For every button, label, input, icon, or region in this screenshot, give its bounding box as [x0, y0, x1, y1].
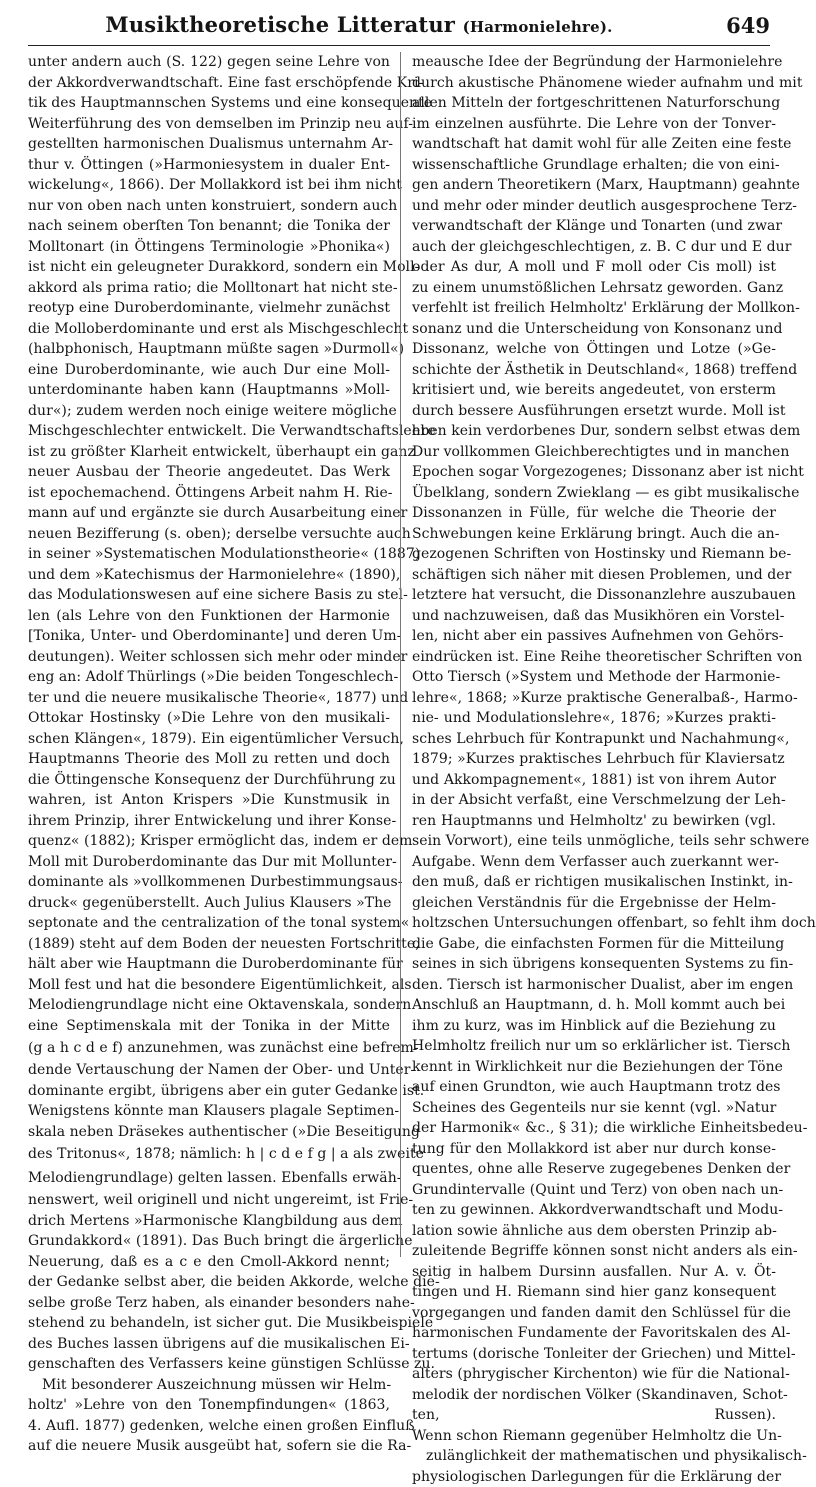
text-line: des Tritonus«, 1878; nämlich: h | c d e f g | a als zweite	[28, 1142, 390, 1166]
header-title: Musiktheoretische Litteratur	[105, 12, 455, 37]
text-line: Wenn schon Riemann gegenüber Helmholtz die Un-	[412, 1426, 776, 1447]
text-line: den muß, daß er richtigen musikalischen Instinkt, in-	[412, 872, 776, 893]
text-line: Otto Tiersch (»System und Methode der Harmonie-	[412, 667, 776, 688]
text-line: genschaften des Verfassers keine günstigen Schlüsse zu.	[28, 1354, 390, 1375]
text-line: gleichen Verständnis für die Ergebnisse der Helm-	[412, 893, 776, 914]
text-line: [Tonika, Unter- und Oberdominante] und deren Um-	[28, 626, 390, 647]
text-line: Ottokar Hostinsky (»Die Lehre von den musikali-	[28, 708, 390, 729]
text-line: Melodiengrundlage nicht eine Oktavenskala, sondern	[28, 995, 390, 1016]
text-line: wissenschaftliche Grundlage erhalten; die von eini-	[412, 155, 776, 176]
text-line: dende Vertauschung der Namen der Ober- und Unter-	[28, 1060, 390, 1081]
text-line: vorgegangen und fanden damit den Schlüssel für die	[412, 1303, 776, 1324]
text-line: (halbphonisch, Hauptmann müßte sagen »Durmoll«)	[28, 339, 390, 360]
text-line: seines in sich übrigens konsequenten Systems zu fin-	[412, 954, 776, 975]
text-line: Scheines des Gegenteils nur sie kennt (vgl. »Natur	[412, 1098, 776, 1119]
text-line: unterdominante haben kann (Hauptmanns »Moll-	[28, 380, 390, 401]
text-line: Weiterführung des von demselben im Prinzip neu auf-	[28, 114, 390, 135]
running-header	[28, 6, 770, 44]
text-line: len (als Lehre von den Funktionen der Harmonie	[28, 606, 390, 627]
text-line: unter andern auch (S. 122) gegen seine Lehre von	[28, 52, 390, 73]
text-line: ist zu größter Klarheit entwickelt, überhaupt ein ganz	[28, 442, 390, 463]
text-line: stehend zu behandeln, ist sicher gut. Die Musikbeispiele	[28, 1313, 390, 1334]
text-line: die Gabe, die einfachsten Formen für die Mitteilung	[412, 934, 776, 955]
text-line: Helmholtz freilich nur um so erklärlicher ist. Tiersch	[412, 1036, 776, 1057]
text-line: zuleitende Begriffe können sonst nicht anders als ein-	[412, 1241, 776, 1262]
text-line: schäftigen sich näher mit diesen Problemen, und der	[412, 565, 776, 586]
text-line: und nachzuweisen, daß das Musikhören ein Vorstel-	[412, 606, 776, 627]
text-line: wandtschaft hat damit wohl für alle Zeiten eine feste	[412, 134, 776, 155]
text-line: der Harmonik« &c., § 31); die wirkliche Einheitsbedeu-	[412, 1118, 776, 1139]
text-line: zu einem unumstößlichen Lehrsatz geworden. Ganz	[412, 278, 776, 299]
text-line: des Buches lassen übrigens auf die musikalischen Ei-	[28, 1334, 390, 1355]
text-line: gezogenen Schriften von Hostinsky und Riemann be-	[412, 544, 776, 565]
text-line: lation sowie ähnliche aus dem obersten Prinzip ab-	[412, 1221, 776, 1242]
text-line: hält aber wie Hauptmann die Duroberdominante für	[28, 954, 390, 975]
text-line: Übelklang, sondern Zwieklang — es gibt musikalische	[412, 483, 776, 504]
text-line: Neuerung, daß es a c e den Cmoll-Akkord nennt;	[28, 1252, 390, 1273]
text-line: eine Duroberdominante, wie auch Dur eine Moll-	[28, 360, 390, 381]
text-line: deutungen). Weiter schlossen sich mehr oder minder	[28, 647, 390, 668]
text-line: ten zu gewinnen. Akkordverwandtschaft und Modu-	[412, 1200, 776, 1221]
text-line: Anschluß an Hauptmann, d. h. Moll kommt auch bei	[412, 995, 776, 1016]
text-line: 1879; »Kurzes praktisches Lehrbuch für Klaviersatz	[412, 749, 776, 770]
text-line: eine Septimenskala mit der Tonika in der Mitte	[28, 1016, 390, 1037]
text-line: tik des Hauptmannschen Systems und eine konsequente	[28, 93, 390, 114]
text-line: len, nicht aber ein passives Aufnehmen von Gehörs-	[412, 626, 776, 647]
text-line: Moll fest und hat die besondere Eigentümlichkeit, als	[28, 975, 390, 996]
text-line: seitig in halbem Dursinn ausfallen. Nur A. v. Öt-	[412, 1262, 776, 1283]
text-line: thur v. Öttingen (»Harmoniesystem in dualer Ent-	[28, 155, 390, 176]
text-line: die Öttingensche Konsequenz der Durchführung zu	[28, 770, 390, 791]
text-line: ten, Russen).	[412, 1405, 776, 1426]
text-line: physiologischen Darlegungen für die Erklärung der	[412, 1467, 776, 1487]
text-line: Mit besonderer Auszeichnung müssen wir Helm-	[28, 1375, 390, 1396]
text-line: holtz' »Lehre von den Tonempfindungen« (1863,	[28, 1395, 390, 1416]
text-line: neuer Ausbau der Theorie angedeutet. Das Werk	[28, 462, 390, 483]
text-line: der Akkordverwandtschaft. Eine fast erschöpfende Kri-	[28, 73, 390, 94]
text-line: druck« gegenüberstellt. Auch Julius Klausers »The	[28, 893, 390, 914]
header-rule	[28, 45, 770, 46]
text-line: und mehr oder minder deutlich ausgesprochene Terz-	[412, 196, 776, 217]
text-line: Molltonart (in Öttingens Terminologie »Phonika«)	[28, 237, 390, 258]
text-line: lehre«, 1868; »Kurze praktische Generalbaß-, Harmo-	[412, 688, 776, 709]
text-line: tung für den Mollakkord ist aber nur durch konse-	[412, 1139, 776, 1160]
text-line: durch bessere Ausführungen ersetzt wurde. Moll ist	[412, 401, 776, 422]
text-line: melodik der nordischen Völker (Skandinaven, Schot-	[412, 1385, 776, 1406]
text-line: nach seinem oberſten Ton benannt; die Tonika der	[28, 216, 390, 237]
text-line: eben kein verdorbenes Dur, sondern selbst etwas dem	[412, 421, 776, 442]
text-line: gestellten harmonischen Dualismus unternahm Ar-	[28, 134, 390, 155]
page-number: 649	[726, 13, 770, 38]
text-line: Grundintervalle (Quint und Terz) von oben nach un-	[412, 1180, 776, 1201]
text-line: ihrem Prinzip, ihrer Entwickelung und ihrer Konse-	[28, 811, 390, 832]
text-line: sein Vorwort), eine teils unmögliche, teils sehr schwere	[412, 831, 776, 852]
text-line: oder As dur, A moll und F moll oder Cis moll) ist	[412, 257, 776, 278]
text-line: (1889) steht auf dem Boden der neuesten Fortschritte,	[28, 934, 390, 955]
text-line: wahren, ist Anton Krispers »Die Kunstmusik in	[28, 790, 390, 811]
text-line: 4. Aufl. 1877) gedenken, welche einen großen Einfluß	[28, 1416, 390, 1437]
text-line: Moll mit Duroberdominante das Dur mit Mollunter-	[28, 852, 390, 873]
text-line: ren Hauptmanns und Helmholtz' zu bewirken (vgl.	[412, 811, 776, 832]
left-text-column	[28, 52, 390, 1267]
text-line: selbe große Terz haben, als einander besonders nahe-	[28, 1293, 390, 1314]
text-line: zulänglichkeit der mathematischen und physikalisch-	[412, 1446, 776, 1467]
text-line: schen Klängen«, 1879). Ein eigentümlicher Versuch,	[28, 729, 390, 750]
text-line: auf einen Grundton, wie auch Hauptmann trotz des	[412, 1077, 776, 1098]
text-line: Dissonanzen in Fülle, für welche die Theorie der	[412, 503, 776, 524]
text-line: tertums (dorische Tonleiter der Griechen) und Mittel-	[412, 1344, 776, 1365]
text-line: allen Mitteln der fortgeschrittenen Naturforschung	[412, 93, 776, 114]
text-line: mann auf und ergänzte sie durch Ausarbeitung einer	[28, 503, 390, 524]
text-line: sches Lehrbuch für Kontrapunkt und Nachahmung«,	[412, 729, 776, 750]
text-line: harmonischen Fundamente der Favoritskalen des Al-	[412, 1323, 776, 1344]
text-line: Dissonanz, welche von Öttingen und Lotze (»Ge-	[412, 339, 776, 360]
right-text-column	[412, 52, 776, 1267]
text-line: septonate and the centralization of the tonal system«	[28, 913, 390, 934]
text-line: und dem »Katechismus der Harmonielehre« (1890),	[28, 565, 390, 586]
text-line: Wenigstens könnte man Klausers plagale Septimen-	[28, 1101, 390, 1122]
text-line: akkord als prima ratio; die Molltonart hat nicht ste-	[28, 278, 390, 299]
text-line: Dur vollkommen Gleichberechtigtes und in manchen	[412, 442, 776, 463]
text-line: Melodiengrundlage) gelten lassen. Ebenfalls erwäh-	[28, 1166, 390, 1190]
text-line: holtzschen Untersuchungen offenbart, so fehlt ihm doch	[412, 913, 776, 934]
text-line: alters (phrygischer Kirchenton) wie für die National-	[412, 1364, 776, 1385]
text-line: dur«); zudem werden noch einige weitere mögliche	[28, 401, 390, 422]
text-line: Grundakkord« (1891). Das Buch bringt die ärgerliche	[28, 1231, 390, 1252]
text-line: meausche Idee der Begründung der Harmonielehre	[412, 52, 776, 73]
text-line: quentes, ohne alle Reserve zugegebenes Denken der	[412, 1159, 776, 1180]
text-line: den. Tiersch ist harmonischer Dualist, aber im engen	[412, 975, 776, 996]
text-line: Mischgeschlechter entwickelt. Die Verwandtschaftslehre	[28, 421, 390, 442]
text-line: (g a h c d e f) anzunehmen, was zunächst eine befrem-	[28, 1036, 390, 1060]
text-line: und Akkompagnement«, 1881) ist von ihrem Autor	[412, 770, 776, 791]
text-line: der Gedanke selbst aber, die beiden Akkorde, welche die-	[28, 1272, 390, 1293]
column-divider	[400, 52, 401, 1257]
text-line: kritisiert und, wie bereits angedeutet, von ersterm	[412, 380, 776, 401]
text-line: eindrücken ist. Eine Reihe theoretischer Schriften von	[412, 647, 776, 668]
text-line: skala neben Dräsekes authentischer (»Die Beseitigung	[28, 1122, 390, 1143]
text-line: in seiner »Systematischen Modulationstheorie« (1887)	[28, 544, 390, 565]
text-line: auf die neuere Musik ausgeübt hat, sofern sie die Ra-	[28, 1436, 390, 1457]
text-line: letztere hat versucht, die Dissonanzlehre auszubauen	[412, 585, 776, 606]
text-line: nie- und Modulationslehre«, 1876; »Kurzes prakti-	[412, 708, 776, 729]
text-line: durch akustische Phänomene wieder aufnahm und mit	[412, 73, 776, 94]
text-line: ihm zu kurz, was im Hinblick auf die Beziehung zu	[412, 1016, 776, 1037]
text-line: nenswert, weil originell und nicht ungereimt, ist Frie-	[28, 1190, 390, 1211]
text-line: auch der gleichgeschlechtigen, z. B. C dur und E dur	[412, 237, 776, 258]
text-line: reotyp eine Duroberdominante, vielmehr zunächst	[28, 298, 390, 319]
header-title-block	[28, 12, 690, 37]
text-line: in der Absicht verfaßt, eine Verschmelzung der Leh-	[412, 790, 776, 811]
text-line: Epochen sogar Vorgezogenes; Dissonanz aber ist nicht	[412, 462, 776, 483]
text-line: dominante ergibt, übrigens aber ein guter Gedanke ist.	[28, 1081, 390, 1102]
text-line: drich Mertens »Harmonische Klangbildung aus dem	[28, 1211, 390, 1232]
text-line: eng an: Adolf Thürlings (»Die beiden Tongeschlech-	[28, 667, 390, 688]
text-line: quenz« (1882); Krisper ermöglicht das, indem er dem	[28, 831, 390, 852]
text-line: Schwebungen keine Erklärung bringt. Auch die an-	[412, 524, 776, 545]
text-line: Hauptmanns Theorie des Moll zu retten und doch	[28, 749, 390, 770]
text-line: die Molloberdominante und erst als Mischgeschlecht	[28, 319, 390, 340]
text-line: gen andern Theoretikern (Marx, Hauptmann) geahnte	[412, 175, 776, 196]
text-line: neuen Bezifferung (s. oben); derselbe versuchte auch	[28, 524, 390, 545]
text-line: verwandtschaft der Klänge und Tonarten (und zwar	[412, 216, 776, 237]
text-line: im einzelnen ausführte. Die Lehre von der Tonver-	[412, 114, 776, 135]
text-line: sonanz und die Unterscheidung von Konsonanz und	[412, 319, 776, 340]
text-line: schichte der Ästhetik in Deutschland«, 1868) treffend	[412, 360, 776, 381]
text-line: ist epochemachend. Öttingens Arbeit nahm H. Rie-	[28, 483, 390, 504]
text-line: das Modulationswesen auf eine sichere Basis zu stel-	[28, 585, 390, 606]
text-line: ist nicht ein geleugneter Durakkord, sondern ein Moll-	[28, 257, 390, 278]
text-line: kennt in Wirklichkeit nur die Beziehungen der Töne	[412, 1057, 776, 1078]
text-line: ter und die neuere musikalische Theorie«, 1877) und	[28, 688, 390, 709]
text-line: Aufgabe. Wenn dem Verfasser auch zuerkannt wer-	[412, 852, 776, 873]
header-subtitle: (Harmonielehre).	[463, 18, 613, 36]
text-line: nur von oben nach unten konstruiert, sondern auch	[28, 196, 390, 217]
text-line: wickelung«, 1866). Der Mollakkord ist bei ihm nicht	[28, 175, 390, 196]
text-line: verfehlt ist freilich Helmholtz' Erklärung der Mollkon-	[412, 298, 776, 319]
text-line: dominante als »vollkommenen Durbestimmungsaus-	[28, 872, 390, 893]
text-line: tingen und H. Riemann sind hier ganz konsequent	[412, 1282, 776, 1303]
